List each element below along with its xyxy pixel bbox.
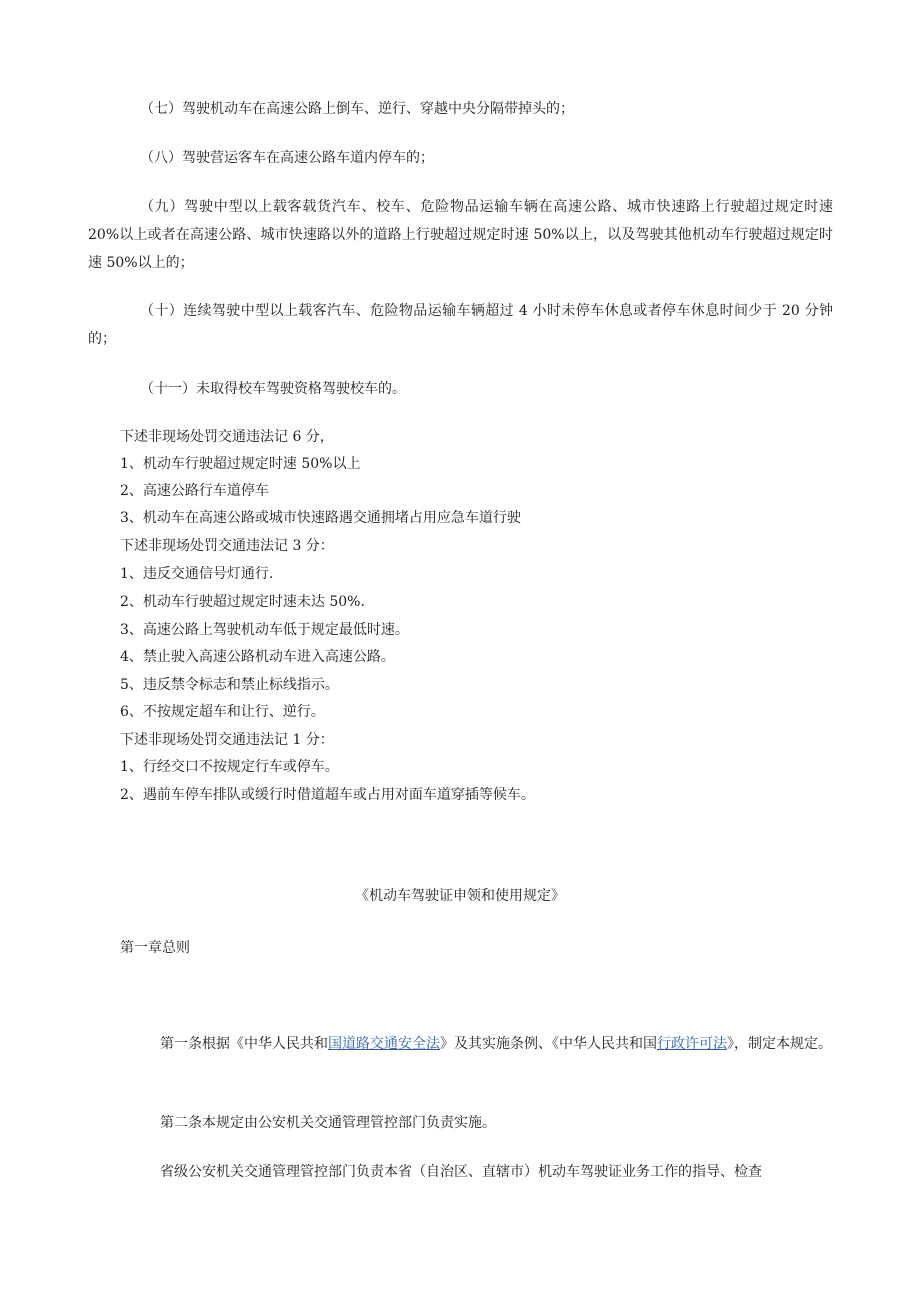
- offsite-1-heading: 下述非现场处罚交通违法记 1 分：: [120, 732, 334, 748]
- list-item: 1、行经交口不按规定行车或停车。: [120, 759, 339, 775]
- violation-item-7: （七）驾驶机动车在高速公路上倒车、逆行、穿越中央分隔带掉头的；: [140, 101, 574, 117]
- violation-item-10: （十）连续驾驶中型以上载客汽车、危险物品运输车辆超过 4 小时未停车休息或者停车休息时间少于 20 分钟的；: [88, 303, 833, 347]
- road-traffic-safety-law-link[interactable]: 国道路交通安全法: [328, 1036, 440, 1052]
- article-2: 第二条本规定由公安机关交通管理管控部门负责实施。: [160, 1115, 496, 1131]
- list-item: 1、违反交通信号灯通行.: [120, 566, 274, 582]
- regulation-title: 《机动车驾驶证申领和使用规定》: [355, 888, 565, 904]
- list-item: 5、违反禁令标志和禁止标线指示。: [120, 677, 339, 693]
- list-item: 3、高速公路上驾驶机动车低于规定最低时速。: [120, 622, 409, 638]
- offsite-3-heading: 下述非现场处罚交通违法记 3 分：: [120, 538, 334, 554]
- offsite-6-heading: 下述非现场处罚交通违法记 6 分，: [120, 429, 334, 445]
- list-item: 1、机动车行驶超过规定时速 50%以上: [120, 456, 361, 472]
- article-1-text-after: 》，制定本规定。: [727, 1036, 832, 1052]
- chapter-heading: 第一章总则: [120, 940, 190, 956]
- list-item: 2、遇前车停车排队或缓行时借道超车或占用对面车道穿插等候车。: [120, 787, 535, 803]
- violation-item-9: （九）驾驶中型以上载客载货汽车、校车、危险物品运输车辆在高速公路、城市快速路上行驶超过规定时速 20%以上或者在高速公路、城市快速路以外的道路上行驶超过规定时速 50%以上，以及驾驶其他机动车行驶超过规定时速 50%以上的；: [88, 199, 833, 271]
- article-1-text-middle: 》及其实施条例、《中华人民共和国: [440, 1036, 657, 1052]
- list-item: 3、机动车在高速公路或城市快速路遇交通拥堵占用应急车道行驶: [120, 510, 521, 526]
- list-item: 2、机动车行驶超过规定时速未达 50%.: [120, 594, 365, 610]
- administrative-license-law-link[interactable]: 行政许可法: [657, 1036, 727, 1052]
- article-1: [88, 1030, 833, 1058]
- list-item: 4、禁止驶入高速公路机动车进入高速公路。: [120, 649, 395, 665]
- violation-item-11: （十一）未取得校车驾驶资格驾驶校车的。: [140, 381, 406, 397]
- article-1-text-before: 第一条根据《中华人民共和: [160, 1036, 328, 1052]
- violation-item-8: （八）驾驶营运客车在高速公路车道内停车的；: [140, 150, 434, 166]
- article-2-continuation: 省级公安机关交通管理管控部门负责本省（自治区、直辖市）机动车驾驶证业务工作的指导、检查: [160, 1164, 762, 1180]
- list-item: 2、高速公路行车道停车: [120, 483, 269, 499]
- list-item: 6、不按规定超车和让行、逆行。: [120, 704, 325, 720]
